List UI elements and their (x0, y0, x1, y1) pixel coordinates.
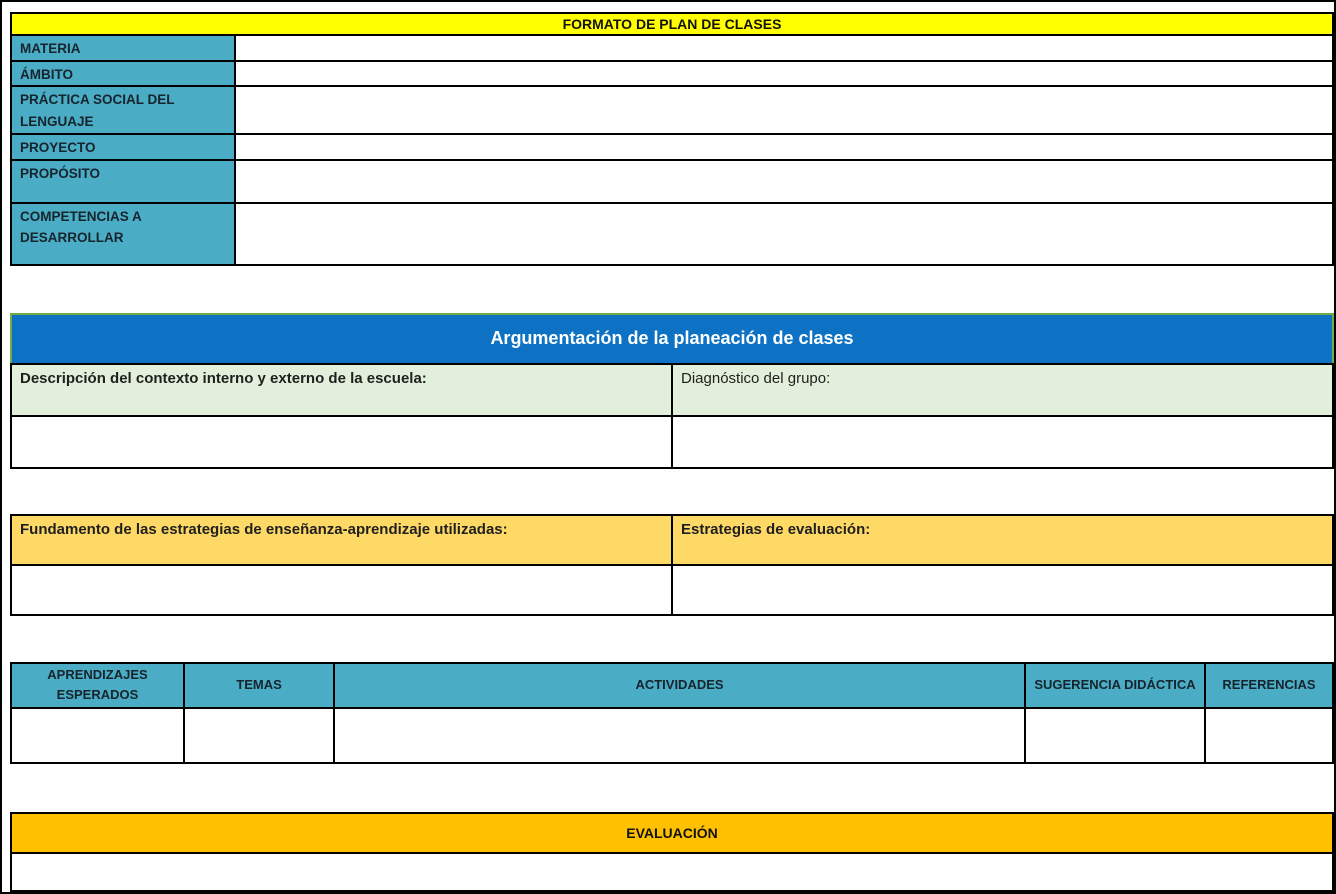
field-proyecto[interactable] (235, 134, 1333, 160)
evaluation-strategies-header: Estrategias de evaluación: (672, 515, 1333, 565)
table-row (11, 708, 1333, 763)
cell-aprendizajes[interactable] (11, 708, 184, 763)
context-field[interactable] (11, 416, 672, 468)
label-competencias: COMPETENCIAS A DESARROLLAR (11, 203, 235, 265)
document-title: FORMATO DE PLAN DE CLASES (11, 13, 1333, 35)
col-header-actividades: ACTIVIDADES (334, 663, 1025, 708)
foundation-field[interactable] (11, 565, 672, 615)
argumentation-banner: Argumentación de la planeación de clases (11, 314, 1333, 364)
label-practica-social: PRÁCTICA SOCIAL DEL LENGUAJE (11, 86, 235, 134)
diagnosis-field[interactable] (672, 416, 1333, 468)
field-proposito[interactable] (235, 160, 1333, 203)
foundation-header: Fundamento de las estrategias de enseñanza-aprendizaje utilizadas: (11, 515, 672, 565)
diagnosis-header: Diagnóstico del grupo: (672, 364, 1333, 416)
field-practica-social[interactable] (235, 86, 1333, 134)
col-header-sugerencia: SUGERENCIA DIDÁCTICA (1025, 663, 1205, 708)
cell-sugerencia[interactable] (1025, 708, 1205, 763)
evaluation-header: EVALUACIÓN (11, 813, 1333, 853)
strategies-table (10, 514, 1334, 616)
activities-table (10, 662, 1334, 764)
col-header-temas: TEMAS (184, 663, 334, 708)
context-header: Descripción del contexto interno y externo de la escuela: (11, 364, 672, 416)
evaluation-table (10, 812, 1334, 892)
field-competencias[interactable] (235, 203, 1333, 265)
info-table (10, 12, 1334, 266)
col-header-aprendizajes: APRENDIZAJES ESPERADOS (11, 663, 184, 708)
evaluation-field[interactable] (11, 853, 1333, 891)
field-materia[interactable] (235, 35, 1333, 61)
evaluation-strategies-field[interactable] (672, 565, 1333, 615)
label-proposito: PROPÓSITO (11, 160, 235, 203)
cell-referencias[interactable] (1205, 708, 1333, 763)
argumentation-table (10, 313, 1334, 469)
field-ambito[interactable] (235, 61, 1333, 87)
cell-temas[interactable] (184, 708, 334, 763)
cell-actividades[interactable] (334, 708, 1025, 763)
label-materia: MATERIA (11, 35, 235, 61)
col-header-referencias: REFERENCIAS (1205, 663, 1333, 708)
label-ambito: ÁMBITO (11, 61, 235, 87)
label-proyecto: PROYECTO (11, 134, 235, 160)
